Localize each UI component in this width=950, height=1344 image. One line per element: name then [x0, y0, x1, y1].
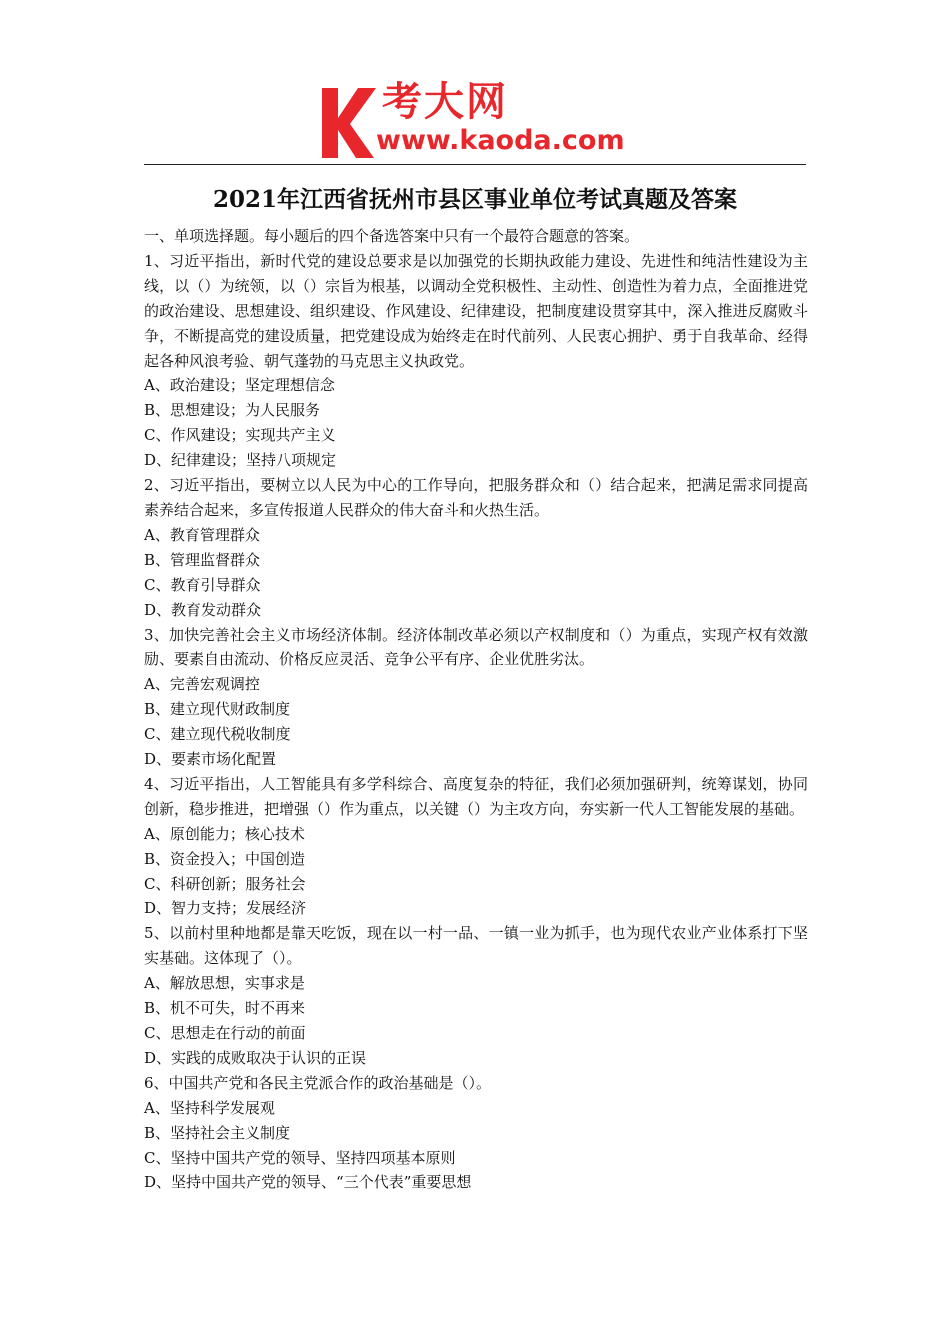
answer-option: B、建立现代财政制度 [144, 700, 291, 719]
question-stem: 2、习近平指出，要树立以人民为中心的工作导向，把服务群众和（）结合起来，把满足需求同提高素养结合起来，多宣传报道人民群众的伟大奋斗和火热生活。 [144, 476, 808, 519]
document-title: 2021年江西省抚州市县区事业单位考试真题及答案 [212, 186, 737, 213]
answer-option: D、要素市场化配置 [144, 750, 277, 769]
logo-brand-text: 考大网 [382, 79, 508, 125]
document-body [144, 224, 808, 1195]
question-stem: 6、中国共产党和各民主党派合作的政治基础是（）。 [144, 1073, 492, 1092]
answer-option: A、原创能力；核心技术 [144, 824, 305, 843]
question-stem: 4、习近平指出，人工智能具有多学科综合、高度复杂的特征，我们必须加强研判，统筹谋划，协同创新，稳步推进，把增强（）作为重点，以关键（）为主攻方向，夯实新一代人工智能发展的基础。 [144, 774, 808, 818]
answer-option: A、政治建设；坚定理想信念 [144, 376, 335, 395]
question-stem: 3、加快完善社会主义市场经济体制。经济体制改革必须以产权制度和（）为重点，实现产权有效激励、要素自由流动、价格反应灵活、竞争公平有序、企业优胜劣汰。 [144, 625, 808, 669]
answer-option: A、解放思想，实事求是 [144, 974, 305, 993]
answer-option: A、教育管理群众 [144, 525, 260, 544]
section-heading: 一、单项选择题。每小题后的四个备选答案中只有一个最符合题意的答案。 [144, 227, 640, 245]
answer-option: A、坚持科学发展观 [144, 1098, 275, 1117]
answer-option: D、智力支持；发展经济 [144, 899, 307, 918]
answer-option: D、实践的成败取决于认识的正误 [144, 1048, 367, 1067]
header-divider [144, 164, 806, 165]
k-letter-icon [318, 80, 380, 160]
answer-option: C、思想走在行动的前面 [144, 1024, 306, 1042]
answer-option: C、科研创新；服务社会 [144, 874, 306, 893]
answer-option: B、坚持社会主义制度 [144, 1123, 291, 1142]
answer-option: D、坚持中国共产党的领导、“三个代表”重要思想 [144, 1173, 472, 1192]
answer-option: C、坚持中国共产党的领导、坚持四项基本原则 [144, 1148, 456, 1167]
question-stem: 5、以前村里种地都是靠天吃饭，现在以一村一品、一镇一业为抓手，也为现代农业产业体系打下坚实基础。这体现了（）。 [144, 924, 808, 968]
logo-url-text: www.kaoda.com [376, 125, 625, 156]
question-stem: 1、习近平指出，新时代党的建设总要求是以加强党的长期执政能力建设、先进性和纯洁性建设为主线，以（）为统领，以（）宗旨为根基，以调动全党积极性、主动性、创造性为着力点，全面推进党的政治建设、思想建设、组织建设、作风建设、纪律建设，把制度建设贯穿其中，深入推进反腐败斗争，不断提高党的建设质量，把党建设成为始终走在时代前列、人民衷心拥护、勇于自我革命、经得起各种风浪考验、朝气蓬勃的马克思主义执政党。 [144, 251, 808, 370]
kaoda-logo[interactable] [318, 80, 638, 160]
answer-option: B、资金投入；中国创造 [144, 849, 306, 868]
answer-option: A、完善宏观调控 [144, 675, 260, 694]
answer-option: C、建立现代税收制度 [144, 725, 291, 744]
answer-option: D、纪律建设；坚持八项规定 [144, 451, 337, 470]
answer-option: B、机不可失，时不再来 [144, 999, 306, 1018]
answer-option: C、教育引导群众 [144, 575, 261, 594]
answer-option: B、管理监督群众 [144, 550, 261, 569]
answer-option: C、作风建设；实现共产主义 [144, 426, 336, 445]
answer-option: B、思想建设；为人民服务 [144, 401, 321, 420]
answer-option: D、教育发动群众 [144, 600, 262, 619]
